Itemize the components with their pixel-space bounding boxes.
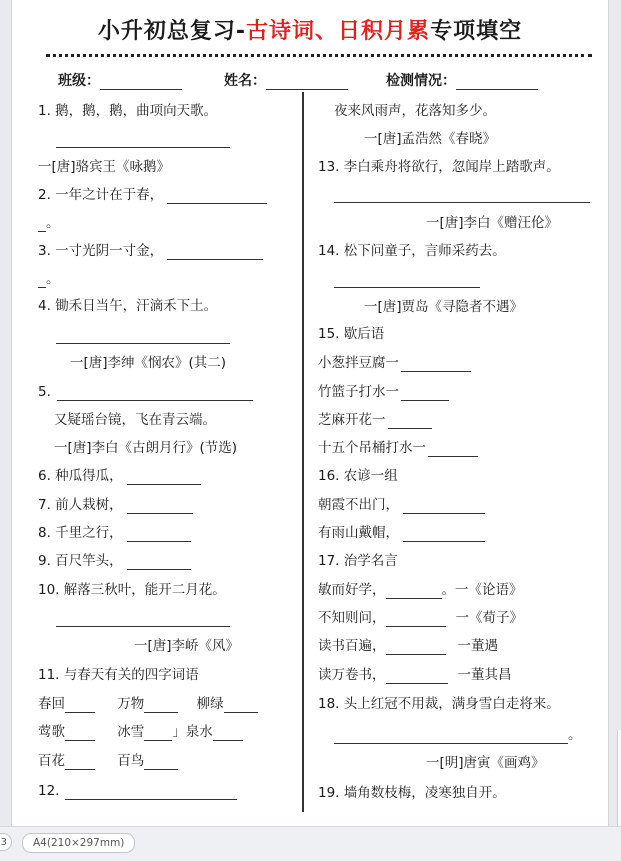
q4-answer-line[interactable] — [56, 343, 230, 344]
q11-blank[interactable] — [224, 698, 258, 713]
question-11: 11. 与春天有关的四字词语 — [38, 667, 199, 683]
page-title — [12, 14, 608, 45]
q7-blank[interactable] — [127, 499, 193, 514]
q17-item-b: 不知则问， 一《荀子》 — [318, 610, 523, 626]
q18-source: 一[明]唐寅《画鸡》 — [426, 755, 545, 771]
q11-blank[interactable] — [144, 726, 172, 741]
adjacent-page-edge — [617, 730, 621, 826]
q17-blank[interactable] — [386, 669, 448, 684]
question-1: 1. 鹅，鹅，鹅，曲项向天歌。 — [38, 103, 218, 119]
paper-size-button[interactable]: A4(210×297mm) — [22, 833, 135, 853]
q11-blank[interactable] — [144, 755, 178, 770]
q10-answer-line[interactable] — [56, 626, 230, 627]
title-highlight: 古诗词、日积月累 — [246, 19, 431, 44]
result-label: 检测情况： — [386, 73, 456, 89]
q17-blank[interactable] — [386, 640, 446, 655]
q16-item-a: 朝霞不出门， — [318, 496, 485, 514]
question-6: 6. 种瓜得瓜， — [38, 467, 201, 485]
q15-item-c: 芝麻开花一 — [318, 411, 432, 429]
q11-row-3: 百花 百鸟 — [38, 752, 178, 770]
q4-source: 一[唐]李绅《悯农》(其二) — [70, 355, 227, 371]
q12-source: 一[唐]孟浩然《春晓》 — [364, 131, 497, 147]
q8-blank[interactable] — [127, 527, 191, 542]
q2-end: 。 — [38, 214, 60, 232]
q18-blank[interactable] — [334, 729, 568, 744]
class-label: 班级： — [58, 73, 100, 89]
question-10: 10. 解落三秋叶，能开二月花。 — [38, 582, 226, 598]
question-13: 13. 李白乘舟将欲行，忽闻岸上踏歌声。 — [318, 159, 560, 175]
q15-blank[interactable] — [401, 357, 471, 372]
q14-source: 一[唐]贾岛《寻隐者不遇》 — [364, 299, 524, 315]
q2-blank[interactable] — [167, 189, 267, 204]
question-12: 12. — [38, 782, 237, 800]
q11-blank[interactable] — [213, 726, 243, 741]
name-blank[interactable] — [266, 75, 348, 90]
column-divider — [302, 92, 304, 812]
class-field[interactable] — [58, 70, 182, 90]
q11-blank[interactable] — [65, 698, 95, 713]
q11-row-1: 春回 万物 柳绿 — [38, 695, 258, 713]
question-17: 17. 治学名言 — [318, 553, 398, 569]
question-18: 18. 头上红冠不用裁，满身雪白走将来。 — [318, 696, 560, 712]
q13-answer-line[interactable] — [334, 202, 590, 203]
q10-source: 一[唐]李峤《风》 — [134, 638, 240, 654]
name-field[interactable] — [224, 70, 348, 90]
question-19: 19. 墙角数枝梅，凌寒独自开。 — [318, 785, 506, 801]
result-blank[interactable] — [456, 75, 538, 90]
q5-blank[interactable] — [57, 386, 253, 401]
q15-blank[interactable] — [401, 386, 449, 401]
title-suffix: 专项填空 — [430, 19, 523, 44]
question-2: 2. 一年之计在于春， — [38, 186, 267, 204]
status-bar — [0, 826, 621, 861]
q11-row-2: 莺歌 冰雪 」泉水 — [38, 723, 243, 741]
q3-blank[interactable] — [167, 245, 263, 260]
question-16: 16. 农谚一组 — [318, 468, 398, 484]
q6-blank[interactable] — [127, 470, 201, 485]
q11-blank[interactable] — [65, 755, 95, 770]
q5-source: 一[唐]李白《古朗月行》(节选) — [54, 440, 238, 456]
q5-line2: 又疑瑶台镜，飞在青云端。 — [54, 412, 216, 428]
question-9: 9. 百尺竿头， — [38, 552, 191, 570]
q18-answer: 。 — [334, 726, 582, 744]
q14-answer-line[interactable] — [334, 287, 480, 288]
q15-item-b: 竹篮子打水一 — [318, 383, 449, 401]
q17-item-a: 敏而好学， 。一《论语》 — [318, 582, 523, 598]
title-prefix: 小升初总复习- — [97, 19, 247, 44]
q3-end: 。 — [38, 270, 60, 288]
q17-item-c: 读书百遍， 一董遇 — [318, 638, 498, 654]
question-15: 15. 歇后语 — [318, 326, 385, 342]
q1-answer-line[interactable] — [56, 147, 230, 148]
q15-blank[interactable] — [428, 442, 478, 457]
class-blank[interactable] — [100, 75, 182, 90]
question-3: 3. 一寸光阴一寸金， — [38, 242, 263, 260]
q11-blank[interactable] — [144, 698, 178, 713]
q13-source: 一[唐]李白《赠汪伦》 — [426, 215, 559, 231]
document-page — [11, 0, 609, 826]
q9-blank[interactable] — [127, 555, 191, 570]
q17-item-d: 读万卷书， 一董其昌 — [318, 667, 512, 683]
q17-blank[interactable] — [386, 584, 442, 599]
q16-blank[interactable] — [403, 527, 485, 542]
q11-blank[interactable] — [65, 726, 95, 741]
q17-blank[interactable] — [386, 612, 446, 627]
q12-line2: 夜来风雨声，花落知多少。 — [334, 103, 496, 119]
q12-blank[interactable] — [65, 785, 237, 800]
question-4: 4. 锄禾日当午，汗滴禾下土。 — [38, 298, 218, 314]
q16-item-b: 有雨山戴帽， — [318, 524, 485, 542]
result-field[interactable] — [386, 70, 538, 90]
title-divider — [46, 54, 592, 57]
q15-item-d: 十五个吊桶打水一 — [318, 439, 478, 457]
name-label: 姓名： — [224, 73, 266, 89]
page-number-button[interactable]: 3 — [0, 833, 12, 851]
q16-blank[interactable] — [403, 499, 485, 514]
q1-source: 一[唐]骆宾王《咏鹅》 — [38, 159, 171, 175]
question-8: 8. 千里之行， — [38, 524, 191, 542]
question-14: 14. 松下问童子，言师采药去。 — [318, 243, 506, 259]
question-5: 5. — [38, 383, 253, 401]
q15-item-a: 小葱拌豆腐一 — [318, 354, 471, 372]
q15-blank[interactable] — [388, 414, 432, 429]
question-7: 7. 前人栽树， — [38, 496, 193, 514]
